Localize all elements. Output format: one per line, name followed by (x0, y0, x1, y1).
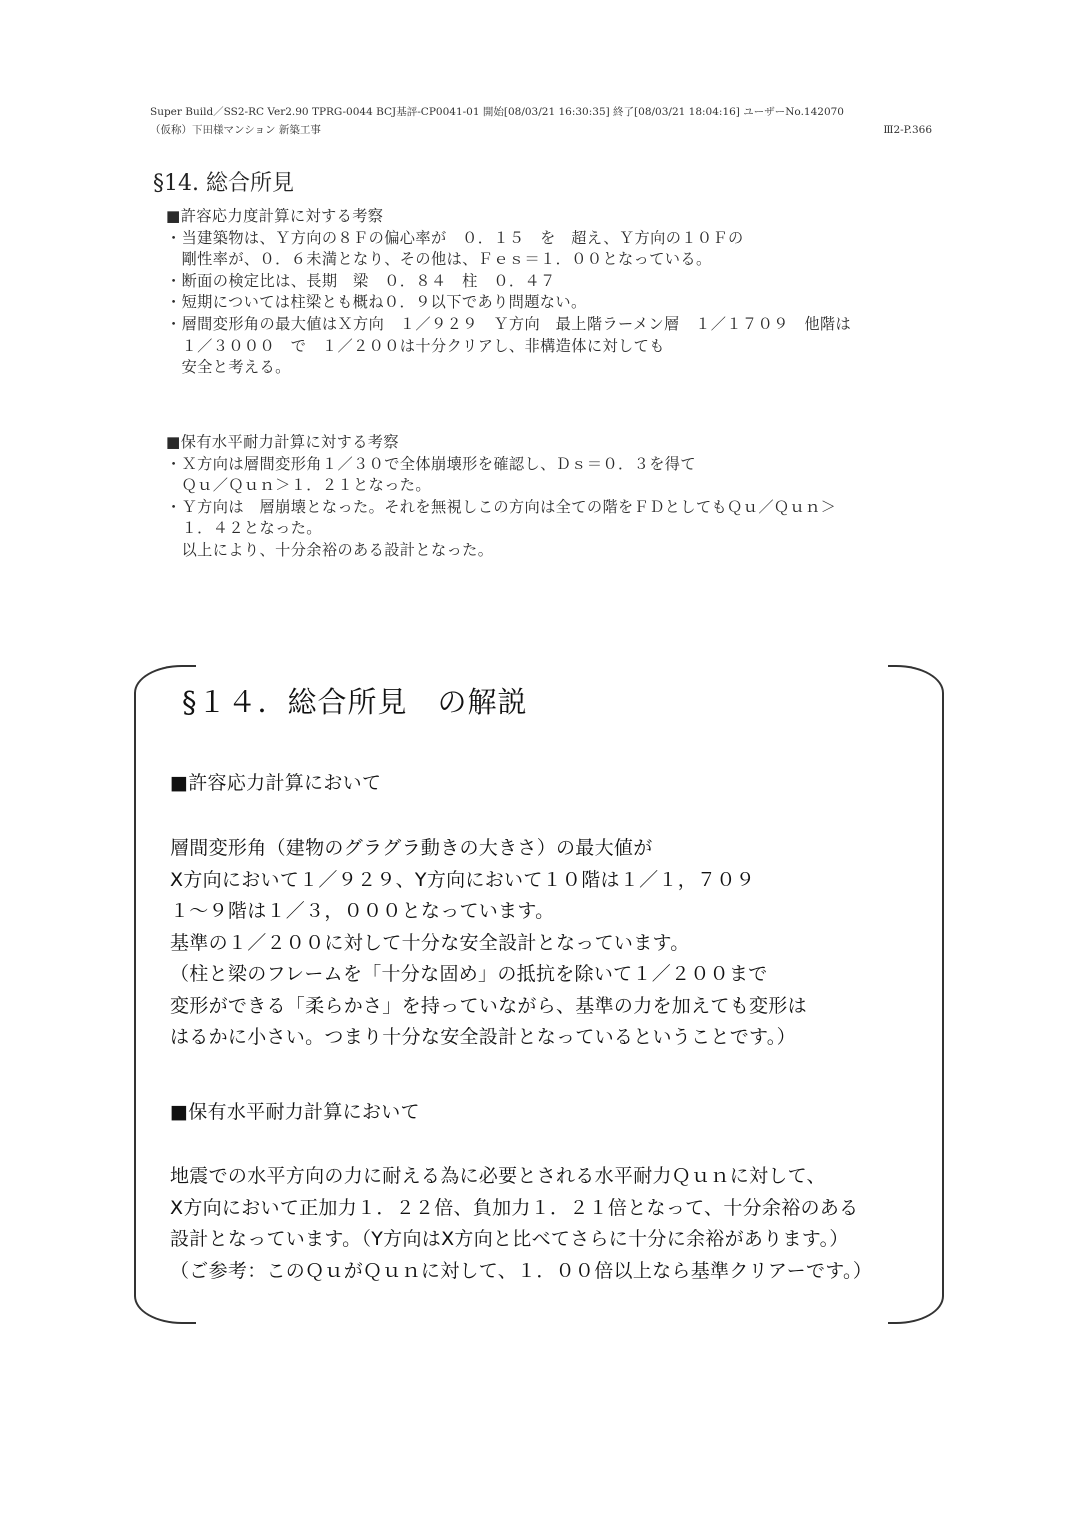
ultimate-line-2: Ｑｕ／Ｑｕｎ＞１．２１となった。 (166, 476, 431, 495)
commentary-allowable-line-6: 変形ができる「柔らかさ」を持っていながら、基準の力を加えても変形は (170, 994, 807, 1017)
commentary-ultimate-line-2: X方向において正加力１．２２倍、負加力１．２１倍となって、十分余裕のある (170, 1196, 859, 1219)
commentary-allowable-line-5: （柱と梁のフレームを「十分な固め」の抵抗を除いて１／２００まで (170, 963, 768, 985)
header-page-ref: Ⅲ2-P.366 (883, 124, 932, 136)
right-bracket (888, 665, 944, 1324)
allowable-line-4: ・短期については柱梁とも概ね０．９以下であり問題ない。 (166, 293, 587, 312)
allowable-line-5: ・層間変形角の最大値はＸ方向 １／９２９ Ｙ方向 最上階ラーメン層 １／１７０９ 他階は (166, 314, 852, 333)
commentary-ultimate-line-3: 設計となっています。（Y方向はX方向と比べてさらに十分に余裕があります。） (170, 1228, 849, 1250)
header-run-info: Super Build／SS2-RC Ver2.90 TPRG-0044 BCJ基評-CP0041-01 開始[08/03/21 16:30:35] 終了[08/03/21 18:04:16] ユーザーNo.142070 (150, 106, 844, 118)
allowable-line-2: 剛性率が、０．６未満となり、その他は、Ｆｅｓ＝１．００となっている。 (166, 250, 712, 269)
ultimate-line-4: １．４２となった。 (166, 519, 322, 538)
commentary-ultimate-line-4: （ご参考：このＱｕがＱｕｎに対して、１．００倍以上なら基準クリアーです。） (170, 1259, 873, 1282)
commentary-allowable-line-4: 基準の１／２００に対して十分な安全設計となっています。 (170, 931, 690, 954)
commentary-allowable-line-1: 層間変形角（建物のグラグラ動きの大きさ）の最大値が (170, 837, 653, 859)
allowable-stress-block (166, 206, 851, 379)
ultimate-line-3: ・Ｙ方向は 層崩壊となった。それを無視しこの方向は全ての階をＦＤとしてもＱｕ／Ｑｕｎ＞ (166, 497, 837, 516)
header-project-name: （仮称）下田様マンション 新築工事 (150, 124, 321, 136)
commentary-allowable-heading: ■許容応力計算において (170, 772, 382, 794)
commentary-allowable-line-7: はるかに小さい。つまり十分な安全設計となっているということです。） (170, 1026, 796, 1048)
allowable-line-7: 安全と考える。 (166, 358, 291, 377)
commentary-allowable-line-3: １～９階は１／３，０００となっています。 (170, 900, 555, 922)
commentary-ultimate-line-1: 地震での水平方向の力に耐える為に必要とされる水平耐力Ｑｕｎに対して、 (170, 1165, 826, 1187)
allowable-line-3: ・断面の検定比は、長期 梁 ０．８４ 柱 ０．４７ (166, 271, 556, 290)
commentary-ultimate-block (170, 1161, 872, 1287)
ultimate-line-1: ・Ｘ方向は層間変形角１／３０で全体崩壊形を確認し、Ｄｓ＝０．３を得て (166, 454, 696, 473)
commentary-ultimate-heading: ■保有水平耐力計算において (170, 1101, 420, 1123)
commentary-title: §１４．総合所見 の解説 (182, 685, 528, 719)
allowable-line-6: １／３０００ で １／２００は十分クリアし、非構造体に対しても (166, 336, 665, 355)
commentary-allowable-block (170, 833, 807, 1054)
ultimate-strength-block (166, 432, 836, 562)
section-title: §14. 総合所見 (153, 171, 294, 196)
commentary-allowable-line-2: X方向において１／９２９、Y方向において１０階は１／１，７０９ (170, 868, 755, 891)
allowable-stress-heading: ■許容応力度計算に対する考察 (166, 207, 384, 225)
allowable-line-1: ・当建築物は、Ｙ方向の８Ｆの偏心率が ０．１５ を 超え、Ｙ方向の１０Ｆの (166, 228, 744, 247)
ultimate-line-5: 以上により、十分余裕のある設計となった。 (166, 540, 494, 559)
ultimate-strength-heading: ■保有水平耐力計算に対する考察 (166, 433, 399, 451)
